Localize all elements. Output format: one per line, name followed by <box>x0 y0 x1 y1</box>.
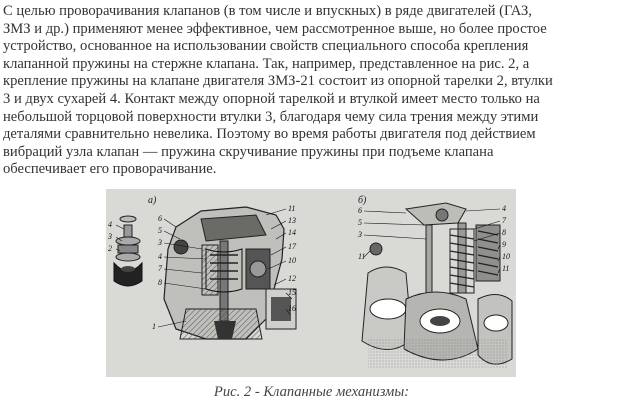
svg-text:8: 8 <box>502 228 506 237</box>
paragraph-line: С целью проворачивания клапанов (в том числе и впускных) в ряде двигателей (ГАЗ, <box>3 3 532 19</box>
svg-text:17: 17 <box>288 242 296 251</box>
svg-text:5: 5 <box>358 218 362 227</box>
paragraph-line: обеспечивает его проворачивание. <box>3 161 217 178</box>
svg-text:7: 7 <box>158 264 162 273</box>
panel-a-letter: а) <box>148 195 157 206</box>
svg-text:14: 14 <box>288 228 296 237</box>
svg-text:11: 11 <box>288 204 296 213</box>
svg-text:4: 4 <box>108 220 112 229</box>
svg-text:12: 12 <box>288 274 296 283</box>
svg-text:10: 10 <box>502 252 510 261</box>
svg-text:13: 13 <box>288 216 296 225</box>
svg-text:2: 2 <box>108 244 112 253</box>
svg-text:5: 5 <box>158 226 162 235</box>
svg-text:3: 3 <box>358 230 362 239</box>
valve-mechanism-figure <box>106 189 516 377</box>
paragraph-line: устройство, основанное на использовании свойств специального способа крепления <box>3 38 529 55</box>
svg-text:3: 3 <box>108 232 112 241</box>
panel-b-letter: б) <box>358 195 367 206</box>
figure-drawing <box>106 189 516 377</box>
svg-text:3: 3 <box>158 238 162 247</box>
svg-text:6: 6 <box>158 214 162 223</box>
paragraph-line: деталями сравнительно невелика. Поэтому во время работы двигателя под действием <box>3 126 536 143</box>
svg-text:11: 11 <box>358 252 366 261</box>
cylinder-head-section <box>164 207 296 339</box>
body-paragraph <box>3 3 613 179</box>
svg-text:4: 4 <box>158 252 162 261</box>
svg-text:6: 6 <box>358 206 362 215</box>
svg-text:16: 16 <box>288 304 296 313</box>
paragraph-line: крепление пружины на клапане двигателя ЗМЗ-21 состоит из опорной тарелки 2, втулки <box>3 73 553 90</box>
svg-text:8: 8 <box>158 278 162 287</box>
paragraph-line: вибраций узла клапан — пружина скручивание пружины при подъеме клапана <box>3 143 494 160</box>
paragraph-line: небольшой торцовой поверхности втулки 3, благодаря чему сила трения между этими <box>3 108 539 125</box>
svg-text:4: 4 <box>502 204 506 213</box>
paragraph-line: клапанной пружины на стержне клапана. Так, например, представленное на рис. 2, а <box>3 55 530 72</box>
svg-text:11: 11 <box>502 264 510 273</box>
paragraph-line: ЗМЗ и др.) применяют менее эффективное, чем рассмотренное выше, но более простое <box>3 20 547 37</box>
paragraph-line: 3 и двух сухарей 4. Контакт между опорной тарелкой и втулкой имеет место только на <box>3 90 540 107</box>
svg-text:7: 7 <box>502 216 506 225</box>
svg-text:1: 1 <box>152 322 156 331</box>
svg-text:10: 10 <box>288 256 296 265</box>
svg-text:15: 15 <box>288 288 296 297</box>
svg-text:9: 9 <box>502 240 506 249</box>
figure-caption: Рис. 2 - Клапанные механизмы: <box>213 384 410 400</box>
